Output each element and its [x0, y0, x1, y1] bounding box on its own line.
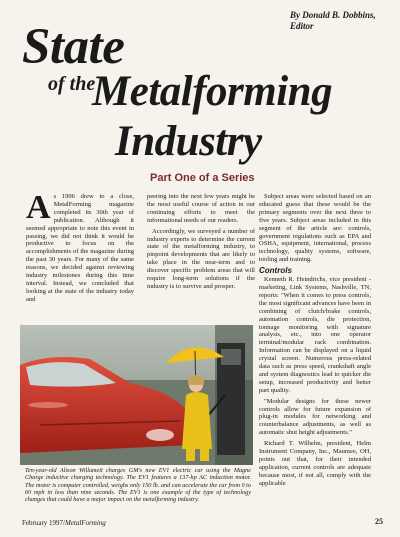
- footer-magazine: MetalForming: [64, 519, 106, 527]
- column-3-paragraph-3: "Modular designs for these newer controls allow for future expansion of plug-in modules for networking and counterbalance adjustments, as well as automatic shut height adjustments.": [259, 397, 371, 437]
- column-3: [259, 193, 371, 521]
- section-heading-controls: Controls: [259, 266, 292, 276]
- column-3-paragraph-2: Kenneth R. Heindrichs, vice president - marketing, Link Systems, Nashville, TN, reports: "When it comes to press controls, the most significant advances have been in combining of clutch/brake controls, automation controls, die protection, tonnage monitoring with signature analysis, etc., into one operator terminal/modular rack combination. Information can be displayed on a liquid crystal screen. Numerous press-related data such as press speed, crankshaft angle and system diagnostics lead to quicker die setup, increased productivity and better part quality.: [259, 276, 371, 394]
- byline-author: By Donald B. Dobbins,: [290, 10, 376, 20]
- photo-caption: Ten-year-old Alison Willumeit charges GM's new EV1 electric car using the Magne Charge inductive charging technology. The EV1 features a 137-hp AC induction motor. The motor is computer controlled, weighs only 150 lb. and can accelerate the car from 0 to 60 mph in less than nine seconds. The EV1 is one example of the type of technology changes that could have a major impact on the metalforming industry.: [25, 467, 251, 504]
- title-line-state: State: [22, 19, 125, 75]
- drop-cap: A: [26, 193, 51, 226]
- title-line-metalforming: Metalforming: [92, 68, 333, 115]
- title-line-industry: Industry: [115, 118, 262, 165]
- column-2: [147, 193, 255, 324]
- photo-illustration: [20, 325, 253, 465]
- column-3-paragraph-4: Richard T. Wilhelm, president, Helm Instrument Company, Inc., Maumee, OH, points out that, for their intended application, current controls are adequate because most, if not all, comply with the applicable: [259, 440, 371, 487]
- column-2-paragraph-2: Accordingly, we surveyed a number of industry experts to determine the current state of the metalforming industry, to pinpoint developments that are likely to take place in the near-term and to discover specific problem areas that will require long-term solutions if the industry is to survive and prosper.: [147, 227, 255, 290]
- column-3-paragraph-1: Subject areas were selected based on an educated guess that these would be the primary segments over the next three to five years. Subject areas included in this segment of the article are: controls, government regulations such as EPA and OSHA, equipment, international, process technology, quality systems, software, tooling and training.: [259, 193, 371, 264]
- series-subtitle: Part One of a Series: [150, 172, 255, 184]
- column-1-paragraph: s 1996 drew to a close, MetalForming magazine completed its 30th year of publication. Although it seemed appropriate to note this event in passing, we did not think it would be productive to focus on the accomplishments of the magazine during the past 30 years. For many of the same reasons, we decided against reviewing industry milestones during this time interval. Instead, we concluded that looking at the state of the industry today and: [26, 193, 134, 303]
- column-2-paragraph-1: peering into the next few years might be the most useful course of action in our continuing efforts to meet the informational needs of our readers.: [147, 193, 255, 224]
- byline: [290, 10, 394, 32]
- footer-issue: [22, 519, 106, 527]
- ev1-charging-photo: [20, 325, 253, 465]
- title-line-of-the: of the: [48, 73, 96, 95]
- footer-date: February 1997/: [22, 519, 65, 527]
- page-number: 25: [375, 517, 383, 526]
- byline-role: Editor: [290, 21, 314, 31]
- column-1: [26, 193, 134, 324]
